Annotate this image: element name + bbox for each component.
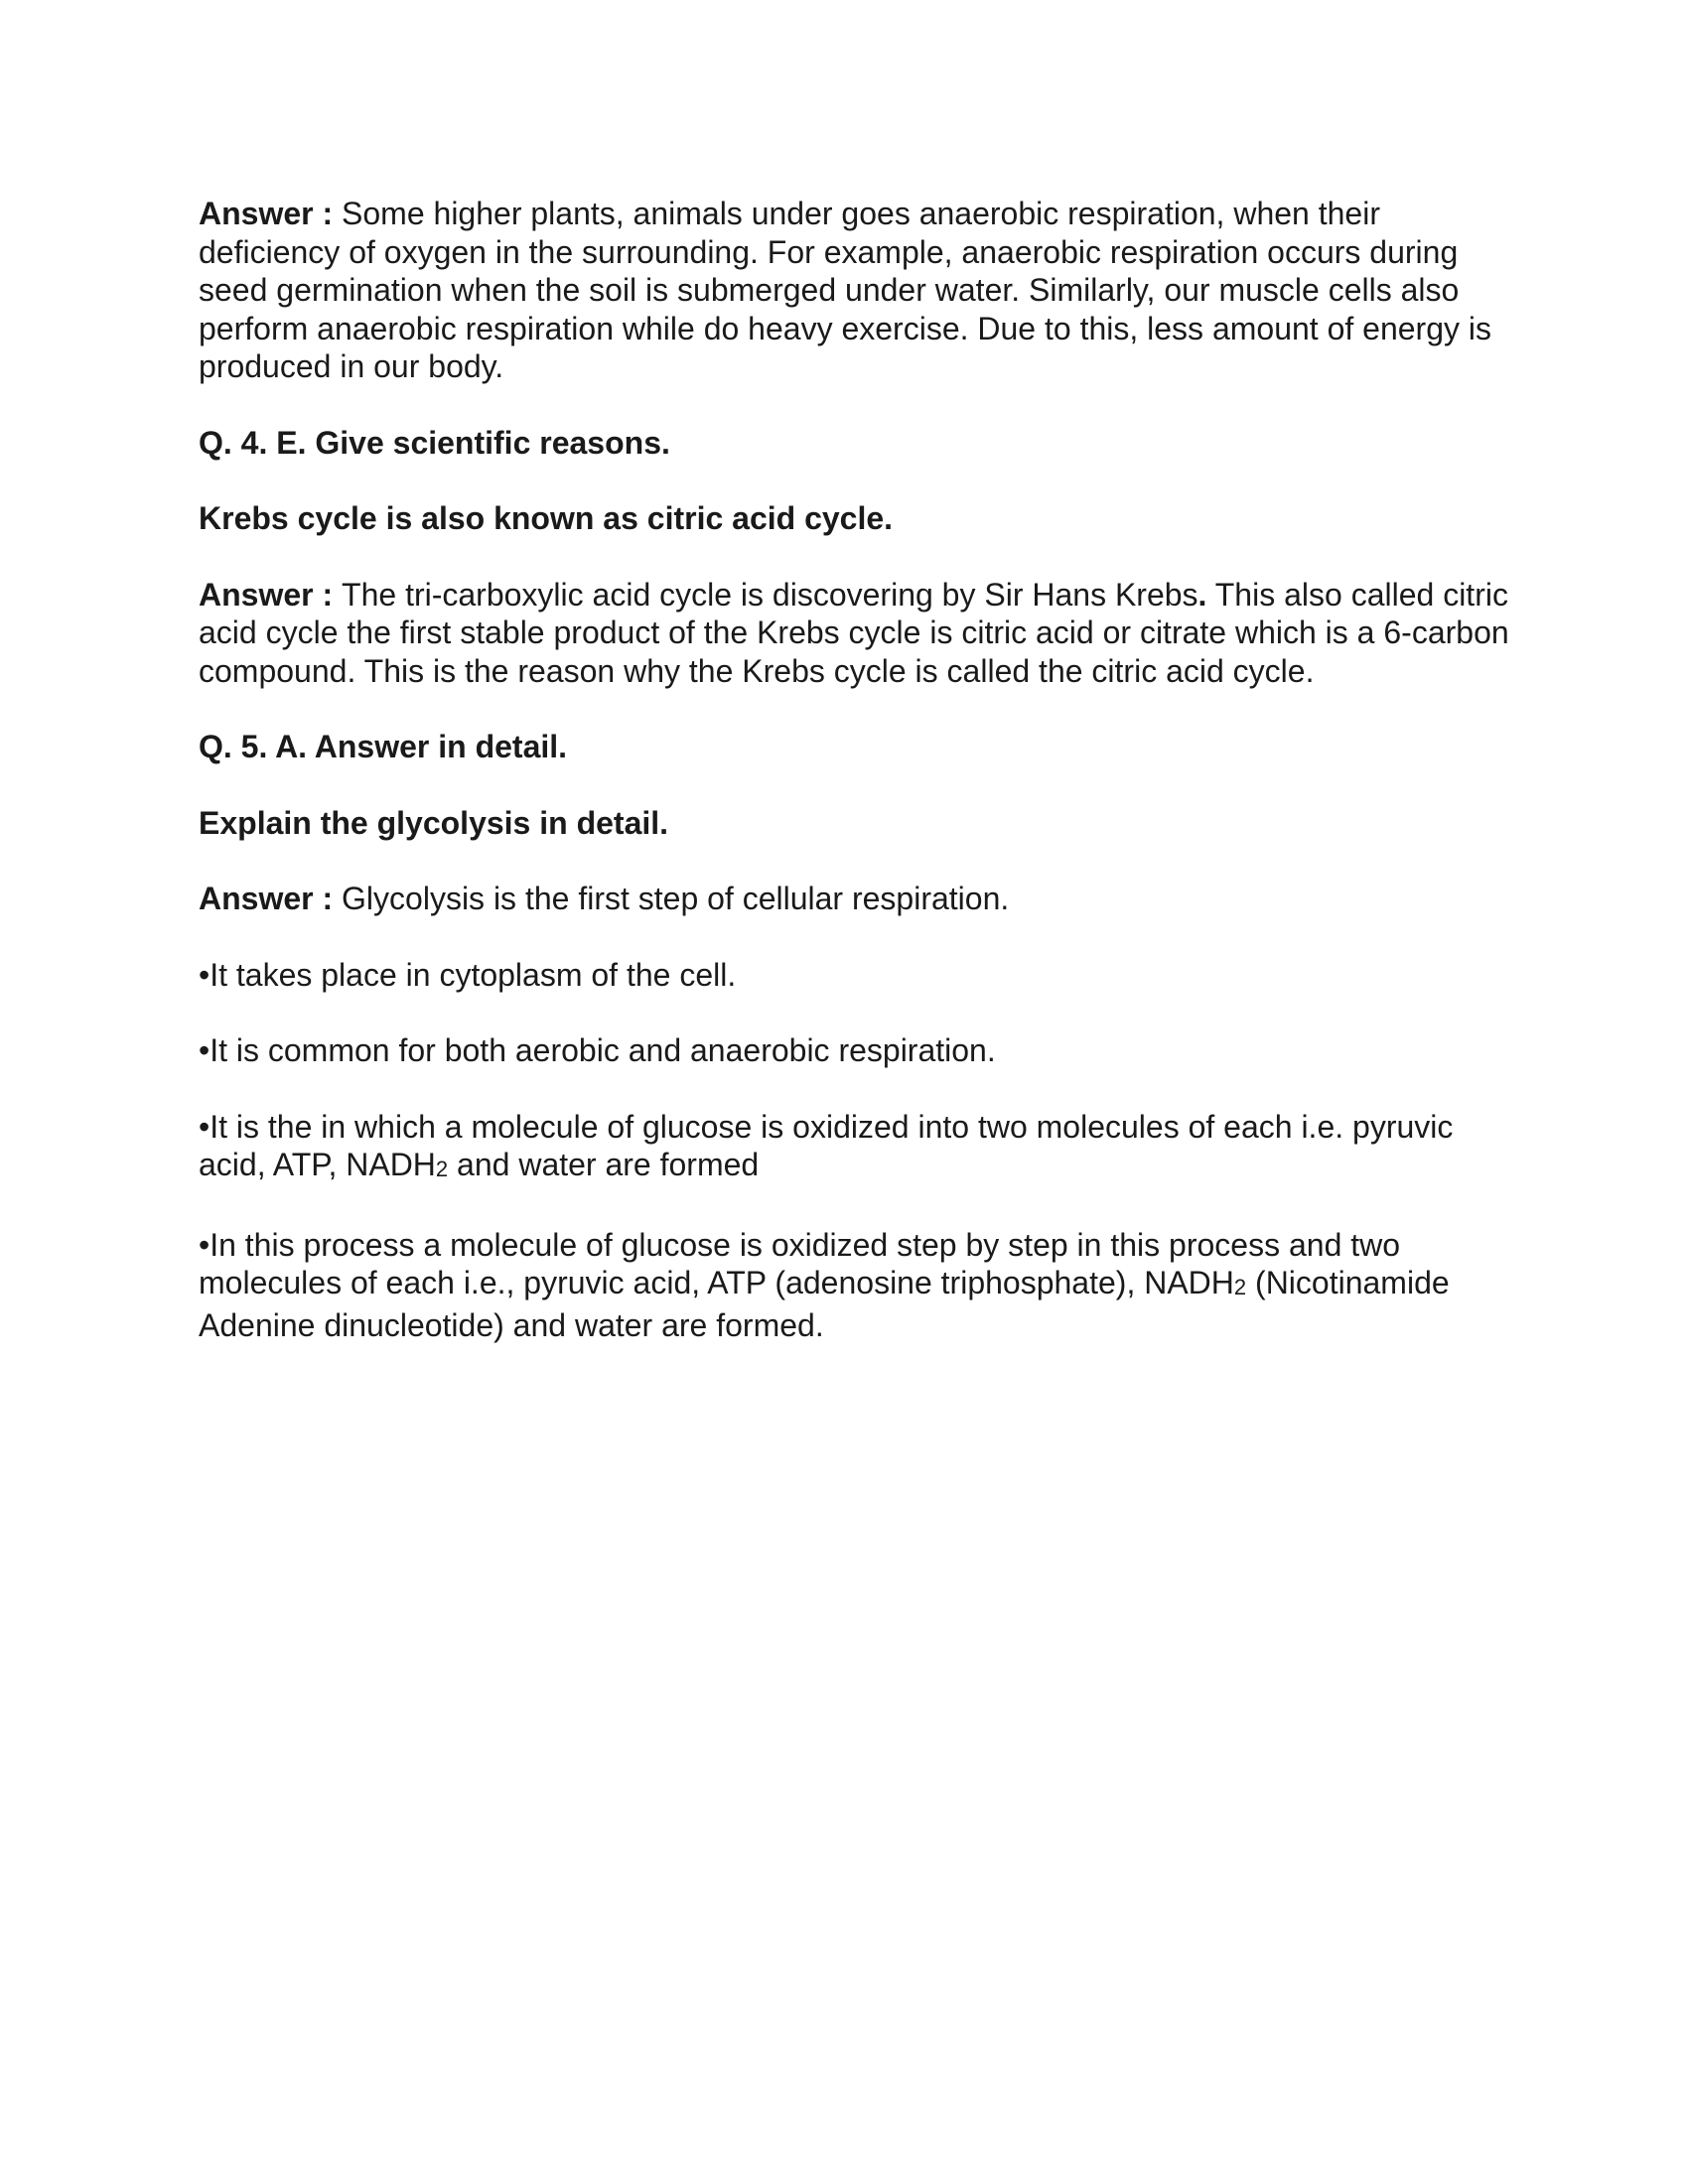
answer-anaerobic-paragraph (199, 195, 1519, 386)
answer-text-pre: The tri-carboxylic acid cycle is discovering by Sir Hans Krebs (342, 576, 1198, 613)
document-page (199, 195, 1519, 1382)
subscript: 2 (1233, 1275, 1247, 1299)
bullet-text-pre: •In this process a molecule of glucose is oxidized step by step in this process and two molecules of each i.e., pyruvic acid, ATP (adenosine triphosphate), NADH (199, 1226, 1401, 1300)
bullet-cytoplasm: •It takes place in cytoplasm of the cell. (199, 956, 737, 993)
bullet-text-post: (Nicotinamide Adenine dinucleotide) and water are formed. (199, 1265, 1450, 1343)
bullet-text-pre: •It is the in which a molecule of glucose is oxidized into two molecules of each i.e. pyruvic acid, ATP, NADH (199, 1108, 1454, 1182)
answer-text: Some higher plants, animals under goes anaerobic respiration, when their deficiency of oxygen in the surrounding. For example, anaerobic respiration occurs during seed germination when the soil is submerged under water. Similarly, our muscle cells also perform anaerobic respiration while do heavy exercise. Due to this, less amount of energy is produced in our body. (199, 196, 1491, 384)
answer-bold-dot: . (1197, 576, 1207, 613)
q5a-question: Explain the glycolysis in detail. (199, 804, 669, 841)
answer-krebs-paragraph (199, 576, 1519, 691)
answer-glycolysis-paragraph (199, 880, 1519, 918)
subscript: 2 (435, 1157, 449, 1181)
bullet-text-post: and water are formed (448, 1147, 760, 1182)
answer-label: Answer : (199, 881, 343, 916)
q5a-heading: Q. 5. A. Answer in detail. (199, 729, 568, 764)
bullet-oxidized (199, 1108, 1519, 1188)
answer-label: Answer : (199, 196, 343, 231)
answer-label: Answer : (199, 576, 343, 613)
q4e-question: Krebs cycle is also known as citric acid cycle. (199, 500, 894, 536)
q4e-heading: Q. 4. E. Give scientific reasons. (199, 424, 670, 461)
bullet-step-by-step (199, 1226, 1519, 1345)
answer-text: Glycolysis is the first step of cellular respiration. (342, 881, 1010, 916)
bullet-common: •It is common for both aerobic and anaerobic respiration. (199, 1032, 996, 1068)
answer-text-post: This also called citric acid cycle the first stable product of the Krebs cycle is citric acid or citrate which is a 6-carbon compound. This is the reason why the Krebs cycle is called the citric acid cycle. (199, 576, 1509, 689)
